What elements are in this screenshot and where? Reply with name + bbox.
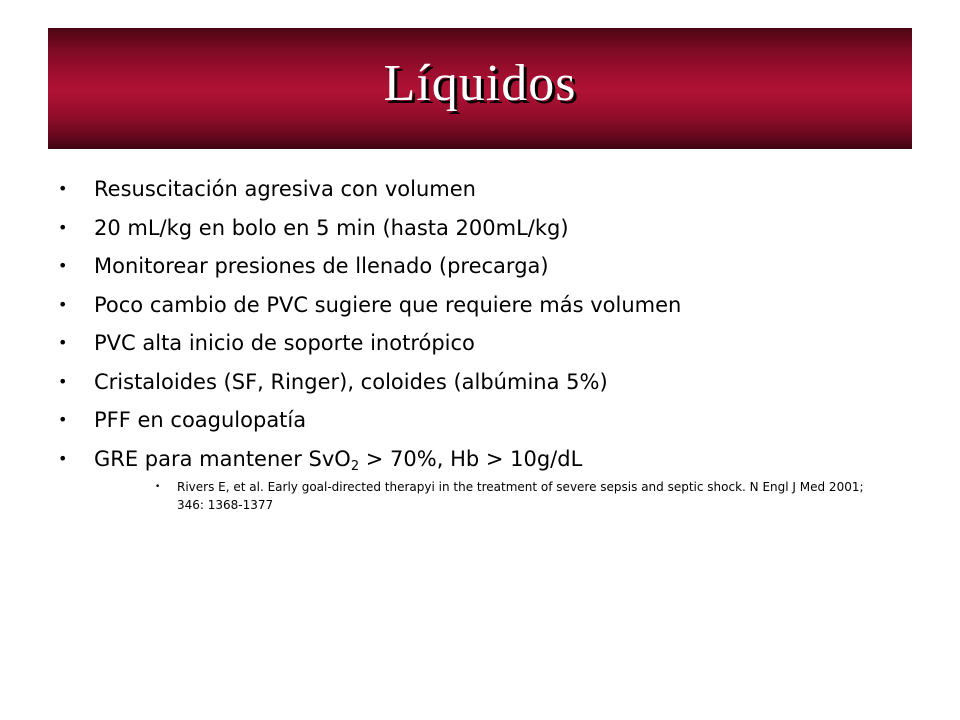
bullet-text: Poco cambio de PVC sugiere que requiere más volumen [94,292,682,317]
bullet-dot-icon: • [58,410,68,429]
slide-title: Líquidos [383,55,577,112]
bullet-text: PFF en coagulopatía [94,408,307,432]
bullet-text: Cristaloides (SF, Ringer), coloides (albúmina 5%) [94,369,608,394]
reference-text: Rivers E, et al. Early goal-directed therapyi in the treatment of severe sepsis and septic shock. N Engl J Med 2001; 346: 1368-1377 [177,480,864,512]
bullet-dot-icon: • [155,482,161,492]
bullet-dot-icon: • [58,217,68,237]
bullet-item [58,401,918,440]
reference-list [155,478,875,514]
bullet-dot-icon: • [58,294,68,314]
bullet-item [58,440,918,479]
bullet-dot-icon: • [58,179,68,198]
bullet-dot-icon: • [58,448,68,468]
bullet-dot-icon: • [58,256,68,275]
bullet-item [58,247,918,286]
reference-item [155,478,875,514]
bullet-text-prefix: GRE para mantener SvO [94,446,351,471]
bullet-item [58,209,918,248]
subscript: 2 [350,458,360,474]
bullet-text: Monitorear presiones de llenado (precarga) [94,254,549,278]
bullet-list [58,170,918,478]
bullet-dot-icon: • [58,371,68,391]
bullet-item [58,324,918,363]
bullet-item [58,286,918,325]
bullet-item [58,170,918,209]
bullet-text [94,440,582,478]
bullet-text: Resuscitación agresiva con volumen [94,177,476,201]
bullet-dot-icon: • [58,333,68,352]
bullet-text-suffix: > 70%, Hb > 10g/dL [359,446,583,471]
bullet-text: PVC alta inicio de soporte inotrópico [94,331,475,355]
bullet-item [58,363,918,402]
bullet-text: 20 mL/kg en bolo en 5 min (hasta 200mL/kg) [94,215,569,240]
title-bar [48,28,912,149]
